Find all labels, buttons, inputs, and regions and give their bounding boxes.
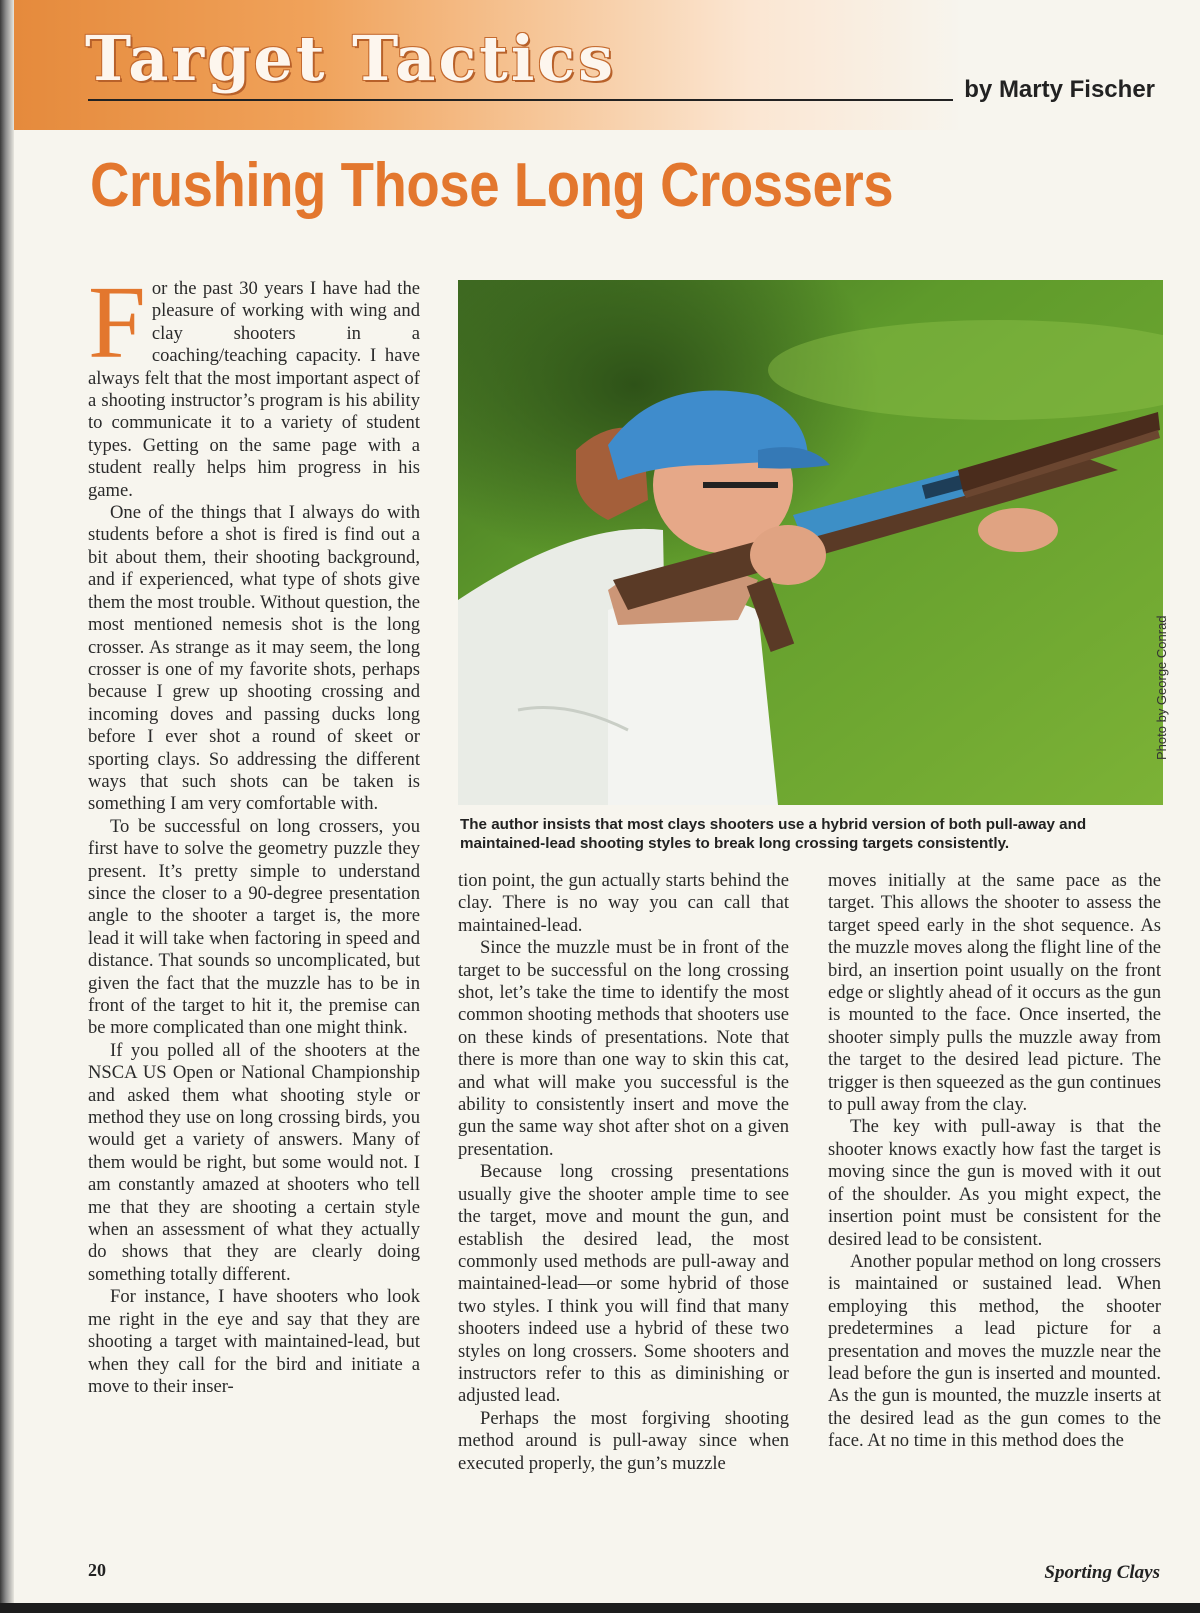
photo-credit: Photo by George Conrad xyxy=(1154,615,1169,760)
paragraph: Perhaps the most forgiving shooting method around is pull-away since when executed properly, the gun’s muzzle xyxy=(458,1407,789,1474)
article-column-2 xyxy=(458,870,789,1475)
paragraph: Because long crossing presentations usually give the shooter ample time to see the target, move and mount the gun, and establish the desired lead, the most commonly used methods are pull-away and maintained-lead—or some hybrid of those two styles. I think you will find that many shooters indeed use a hybrid of these two styles on long crossers. Some shooters and instructors refer to this as diminishing or adjusted lead. xyxy=(458,1161,789,1407)
paragraph: One of the things that I always do with students before a shot is fired is find out a bit about them, their shooting background, and if experienced, what type of shots give them the most trouble. Without question, the most mentioned nemesis shot is the long crosser. As strange as it may seem, the long crosser is one of my favorite shots, perhaps because I grew up shooting crossing and incoming doves and passing ducks long before I ever shot a round of skeet or sporting clays. So addressing the different ways that such shots can be taken is something I am very comfortable with. xyxy=(88,502,420,815)
paragraph: To be successful on long crossers, you first have to solve the geometry puzzle they present. It’s pretty simple to understand since the closer to a 90-degree presentation angle to the shooter a target is, the more lead it will take when factoring in speed and distance. That sounds so uncomplicated, but given the fact that the muzzle has to be in front of the target to hit it, the premise can be more complicated than one might think. xyxy=(88,815,420,1039)
header-rule xyxy=(88,99,953,101)
shooter-photo-illustration xyxy=(458,280,1163,805)
paragraph: tion point, the gun actually starts behind the clay. There is no way you can call that maintained-lead. xyxy=(458,870,789,936)
paragraph: For instance, I have shooters who look me right in the eye and say that they are shooting a target with maintained-lead, but when they call for the bird and initiate a move to their inser- xyxy=(88,1286,420,1397)
section-title: Target Tactics xyxy=(85,22,617,95)
page-number: 20 xyxy=(88,1560,106,1580)
drop-cap: F xyxy=(88,265,146,380)
paragraph: The key with pull-away is that the shooter knows exactly how fast the target is moving since the gun is moved with it out of the shoulder. As you might expect, the insertion point must be consistent for the desired lead to be consistent. xyxy=(828,1116,1161,1250)
paragraph: For the past 30 years I have had the pleasure of working with wing and clay shooters in a coaching/teaching capacity. I have always felt that the most important aspect of a shooting instructor’s program is his ability to communicate it to a variety of student types. Getting on the same page with a student really helps him progress in his game. xyxy=(88,265,420,501)
paragraph: If you polled all of the shooters at the NSCA US Open or National Championship and asked them what shooting style or method they use on long crossing birds, you would get a variety of answers. Many of them would be right, but some would not. I am constantly amazed at shooters who tell me that they are shooting a certain style when an assessment of what they actually do shows that they are clearly doing something totally different. xyxy=(88,1039,420,1285)
paragraph: Since the muzzle must be in front of the target to be successful on the long crossing shot, let’s take the time to identify the most common shooting methods that shooters use on these kinds of presentations. Note that there is more than one way to skin this cat, and what will make you successful is the ability to consistently insert and move the gun the same way shot after shot on a given presentation. xyxy=(458,937,789,1160)
paragraph: moves initially at the same pace as the target. This allows the shooter to assess the target speed early in the shot sequence. As the muzzle moves along the flight line of the bird, an insertion point usually on the front edge or slightly ahead of it occurs as the gun is mounted to the face. Once inserted, the shooter simply pulls the muzzle away from the target to the desired lead picture. The trigger is then squeezed as the gun continues to pull away from the clay. xyxy=(828,870,1161,1116)
article-column-1 xyxy=(88,265,420,1398)
article-headline: Crushing Those Long Crossers xyxy=(90,151,894,220)
page-binding-edge xyxy=(0,0,14,1613)
paragraph: Another popular method on long crossers is maintained or sustained lead. When employing this method, the shooter predetermines a lead picture for a presentation and moves the muzzle near the lead before the gun is inserted and mounted. As the gun is mounted, the muzzle inserts at the desired lead as the gun comes to the face. At no time in this method does the xyxy=(828,1250,1161,1452)
byline: by Marty Fischer xyxy=(964,76,1155,103)
article-photo xyxy=(458,280,1163,805)
photo-caption: The author insists that most clays shooters use a hybrid version of both pull-away and maintained-lead shooting styles to break long crossing targets consistently. xyxy=(460,816,1087,852)
article-column-3 xyxy=(828,870,1161,1453)
page-bottom-edge xyxy=(0,1603,1200,1613)
magazine-name: Sporting Clays xyxy=(1044,1562,1160,1583)
